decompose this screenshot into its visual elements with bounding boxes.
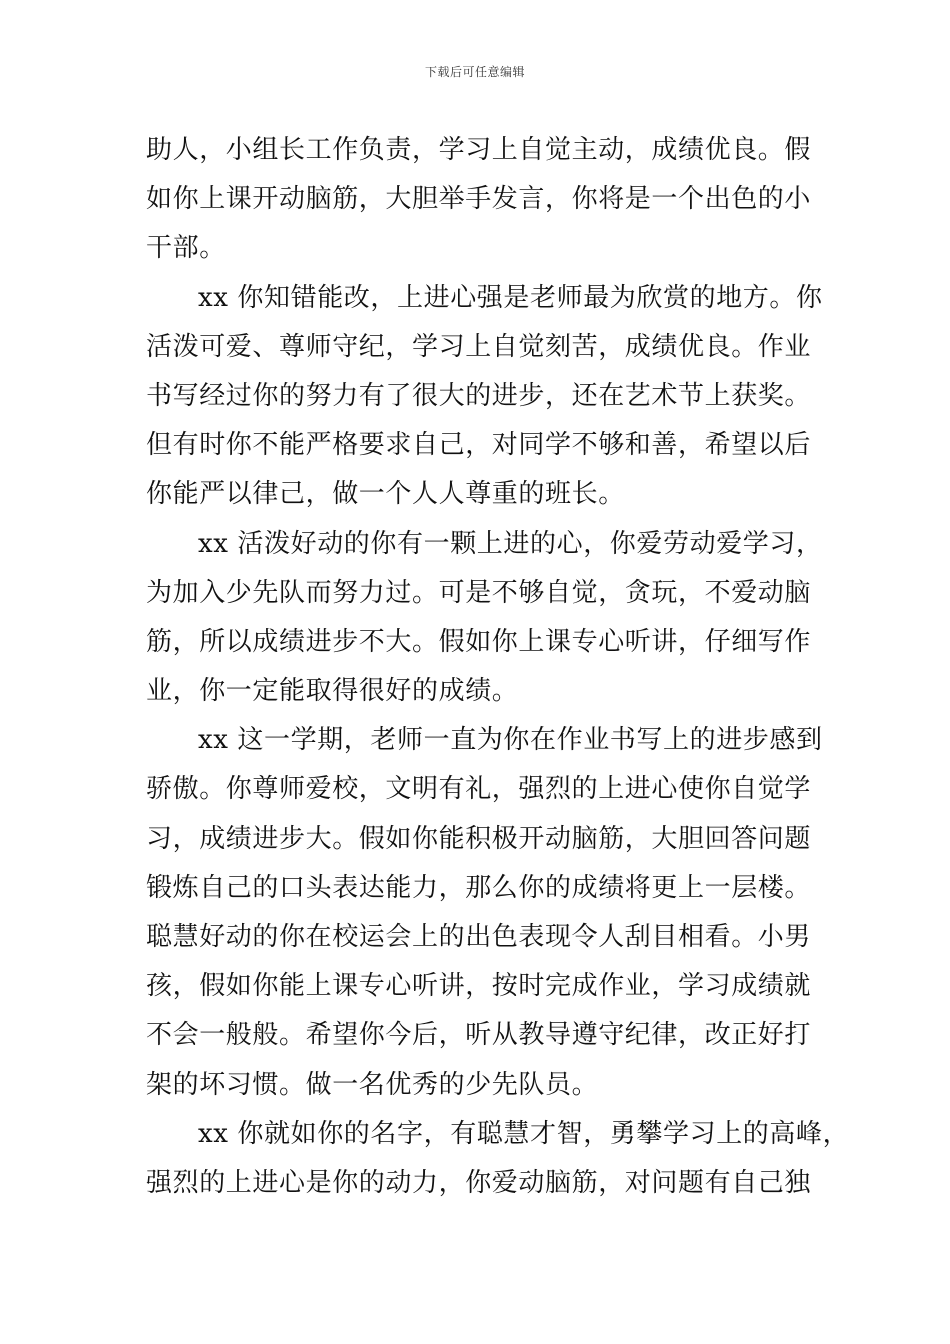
paragraph-first-line: xx 活泼好动的你有一颗上进的心，你爱劳动爱学习， <box>198 528 823 559</box>
text-line: 强烈的上进心是你的动力，你爱动脑筋，对问题有自己独 <box>146 1167 812 1198</box>
text-line: 业，你一定能取得很好的成绩。 <box>146 676 519 707</box>
text-line: 不会一般般。希望你今后，听从教导遵守纪律，改正好打 <box>146 1020 812 1051</box>
text-line: 筋，所以成绩进步不大。假如你上课专心听讲，仔细写作 <box>146 626 812 657</box>
paragraph-first-line: xx 你知错能改，上进心强是老师最为欣赏的地方。你 <box>198 282 823 313</box>
text-line: 助人，小组长工作负责，学习上自觉主动，成绩优良。假 <box>146 135 812 165</box>
text-line: 但有时你不能严格要求自己，对同学不够和善，希望以后 <box>146 430 812 461</box>
text-line: 活泼可爱、尊师守纪，学习上自觉刻苦，成绩优良。作业 <box>146 331 812 362</box>
text-line: 骄傲。你尊师爱校，文明有礼，强烈的上进心使你自觉学 <box>146 774 812 805</box>
page-header: 下载后可任意编辑 <box>424 65 525 79</box>
text-line: 你能严以律己，做一个人人尊重的班长。 <box>146 479 625 510</box>
text-line: 习，成绩进步大。假如你能积极开动脑筋，大胆回答问题 <box>146 823 812 854</box>
document-body <box>146 126 850 1208</box>
text-line: 锻炼自己的口头表达能力，那么你的成绩将更上一层楼。 <box>146 872 812 903</box>
text-line: 孩，假如你能上课专心听讲，按时完成作业，学习成绩就 <box>146 971 812 1002</box>
text-line: 如你上课开动脑筋，大胆举手发言，你将是一个出色的小 <box>146 184 812 215</box>
text-line: 架的坏习惯。做一名优秀的少先队员。 <box>146 1069 599 1100</box>
text-line: 干部。 <box>146 233 226 264</box>
paragraph-first-line: xx 你就如你的名字，有聪慧才智，勇攀学习上的高峰， <box>198 1118 850 1149</box>
text-line: 书写经过你的努力有了很大的进步，还在艺术节上获奖。 <box>146 380 812 411</box>
text-line: 聪慧好动的你在校运会上的出色表现令人刮目相看。小男 <box>146 922 812 952</box>
paragraph-first-line: xx 这一学期，老师一直为你在作业书写上的进步感到 <box>198 725 823 756</box>
text-line: 为加入少先队而努力过。可是不够自觉，贪玩，不爱动脑 <box>146 577 812 608</box>
